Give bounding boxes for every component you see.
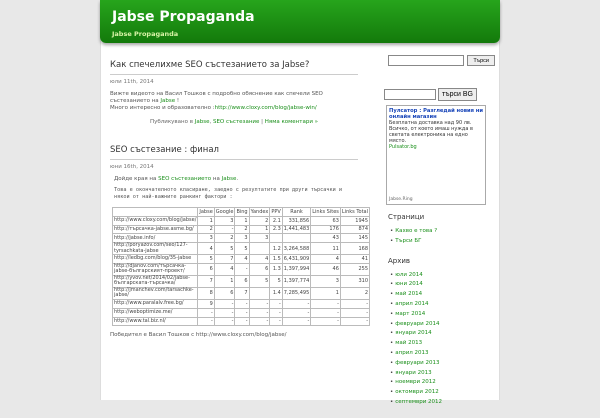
post-meta — [110, 119, 358, 125]
table-cell: 1 — [249, 225, 270, 234]
page-link-label: Кахво е това ? — [395, 228, 438, 234]
archive-link-label: юни 2014 — [395, 281, 423, 288]
table-row — [113, 263, 370, 275]
ad-box[interactable] — [386, 105, 486, 205]
site-url-cell: http://www.paralalv.free.bg/ — [113, 299, 198, 308]
page-link[interactable] — [390, 237, 495, 247]
bullet-icon: • — [390, 369, 394, 376]
table-header-cell — [113, 208, 198, 217]
table-cell: 5 — [214, 243, 235, 255]
table-cell: 310 — [340, 275, 369, 287]
table-cell: 1.5 — [270, 255, 282, 264]
post-body — [110, 91, 358, 112]
archive-link[interactable] — [390, 378, 495, 388]
bullet-icon: • — [390, 300, 394, 307]
ad-text: Безплатна доставка над 90 лв. Всичко, от което имаш нужда в светата електроника на едно място. — [389, 120, 473, 144]
table-header-cell: Bing — [236, 208, 248, 215]
table-cell: 5 — [198, 255, 214, 264]
post-line: Това е окончателното класиране, заедно с резултатите при други търсачки и — [114, 187, 342, 193]
search-bg-input[interactable] — [384, 89, 436, 100]
table-cell: - — [282, 317, 310, 326]
table-cell: 3 — [249, 234, 270, 243]
post — [110, 60, 358, 125]
search-input[interactable] — [388, 55, 464, 66]
table-cell: 145 — [340, 234, 369, 243]
category-link[interactable]: SEO състезание — [212, 119, 260, 125]
search-bg-button[interactable]: търси BG — [438, 88, 477, 101]
table-cell: 2 — [249, 216, 270, 225]
bullet-icon: • — [390, 228, 394, 234]
table-row — [113, 216, 370, 225]
table-cell: - — [214, 317, 235, 326]
bullet-icon: • — [390, 379, 394, 386]
archive-link-label: януари 2014 — [395, 330, 432, 337]
table-cell: 7 — [198, 275, 214, 287]
table-row — [113, 317, 370, 326]
post-line: някои от най-важните ранкинг фактори : — [114, 194, 233, 200]
table-row — [113, 308, 370, 317]
table-row — [113, 225, 370, 234]
table-cell: - — [311, 317, 341, 326]
table-cell: 2 — [340, 287, 369, 299]
post-line — [110, 98, 358, 105]
archive-link[interactable] — [390, 271, 495, 281]
post-text: ! — [175, 98, 180, 104]
archive-link[interactable] — [390, 310, 495, 320]
bullet-icon: • — [390, 330, 394, 337]
table-cell: 6 — [214, 287, 235, 299]
archive-link-label: април 2013 — [395, 349, 429, 356]
archive-link[interactable] — [390, 290, 495, 300]
archive-link-label: ноември 2012 — [395, 379, 436, 386]
table-cell: 11 — [311, 243, 341, 255]
bullet-icon: • — [390, 320, 394, 327]
table-cell: 1,441,483 — [283, 226, 310, 233]
site-url-cell: http://yvov.net/2014/02/jabse-българската-търсачка/ — [113, 275, 198, 287]
post-line — [110, 105, 358, 112]
archive-link-label: май 2013 — [395, 340, 423, 347]
table-cell: 2 — [235, 225, 249, 234]
table-cell: 4 — [249, 255, 270, 264]
post-line: Вижте видеото на Васил Тошков с подробно обяснение как спечели SEO — [110, 91, 323, 97]
table-cell: 1,397,774 — [282, 275, 310, 287]
site-url-cell: http://www.tal.biz.nl/ — [113, 317, 198, 326]
table-cell: - — [198, 317, 214, 326]
table-cell: 9 — [198, 299, 214, 308]
ranking-table — [112, 207, 370, 326]
archive-link[interactable] — [390, 329, 495, 339]
archive-link[interactable] — [390, 349, 495, 359]
table-header-cell: Links Sites — [312, 208, 339, 215]
table-cell: 5 — [270, 275, 282, 287]
table-cell: 1.4 — [270, 287, 282, 299]
ad-title[interactable]: Пулсатор : Разгледай новия ни онлайн магазин — [389, 108, 483, 120]
table-cell: - — [249, 317, 270, 326]
table-header-cell: Yandex — [250, 208, 269, 215]
table-cell: 41 — [340, 255, 369, 264]
page-link[interactable] — [390, 227, 495, 237]
table-header-cell: Jabse — [199, 208, 213, 215]
archive-link-label: февруари 2014 — [395, 320, 440, 327]
table-cell: 874 — [340, 225, 369, 234]
table-header-cell: PPV — [271, 208, 281, 215]
table-cell — [282, 234, 310, 243]
table-cell: - — [340, 299, 369, 308]
table-cell: 168 — [340, 243, 369, 255]
post — [110, 145, 369, 339]
site-url-cell: http://djanov.com/търсачка-jabse-българският-проект/ — [113, 263, 198, 275]
archive-link[interactable] — [390, 320, 495, 330]
table-cell: 2.3 — [270, 225, 282, 234]
table-cell: 6 — [198, 263, 214, 275]
meta-separator: , — [209, 119, 213, 125]
search-form — [388, 55, 495, 66]
table-cell: 5 — [249, 275, 270, 287]
table-cell: 3 — [235, 234, 249, 243]
archive-link-label: април 2014 — [395, 300, 429, 307]
archive-link-label: май 2014 — [395, 291, 423, 298]
table-cell: 255 — [340, 263, 369, 275]
table-cell: - — [282, 299, 310, 308]
table-header-cell: Links Total — [341, 208, 369, 215]
bullet-icon: • — [390, 340, 394, 347]
divider — [110, 159, 358, 160]
table-cell: - — [235, 317, 249, 326]
archive-link[interactable] — [390, 280, 495, 290]
table-cell: - — [214, 225, 235, 234]
sidebar — [380, 55, 495, 418]
table-cell: 63 — [311, 216, 341, 225]
post-text: . — [236, 176, 239, 182]
table-cell: 4 — [214, 263, 235, 275]
table-row — [113, 243, 370, 255]
table-cell: - — [235, 299, 249, 308]
table-cell: 1 — [311, 287, 341, 299]
pages-list — [390, 227, 495, 247]
table-row — [113, 287, 370, 299]
table-cell: 3 — [311, 275, 341, 287]
table-cell: 331,856 — [282, 216, 310, 225]
jabse-link[interactable]: Jabse — [221, 176, 237, 182]
table-cell: 7 — [214, 255, 235, 264]
table-header-cell: Rank — [282, 208, 310, 217]
site-description: Jabse Propaganda — [112, 30, 179, 38]
table-cell: 1.2 — [270, 243, 282, 255]
table-cell — [249, 287, 270, 299]
pages-title: Страници — [388, 213, 425, 221]
category-link[interactable]: Jabse — [194, 119, 210, 125]
table-cell: 1945 — [340, 216, 369, 225]
table-cell: - — [214, 308, 235, 317]
site-url-cell: http://poryazov.com/seo/127-tyrsachkata-jabse — [113, 243, 198, 255]
search-bg-form — [384, 88, 495, 101]
table-cell: 7 — [235, 287, 249, 299]
archive-link-label: септември 2012 — [395, 398, 443, 405]
table-cell: 1 — [235, 216, 249, 225]
bullet-icon: • — [390, 389, 394, 396]
post-text: Много интересно и образователно : — [110, 105, 215, 111]
table-cell: - — [311, 308, 341, 317]
table-cell: - — [270, 299, 282, 308]
site-url-cell: http://www.cloxy.com/blog/jabse/ — [113, 216, 198, 225]
page-link-label: Търси БГ — [395, 237, 422, 244]
search-button[interactable]: Търси — [467, 55, 495, 66]
archive-link-label: януари 2013 — [395, 369, 432, 376]
archive-link-label: февруари 2013 — [395, 359, 440, 366]
table-cell: - — [311, 299, 341, 308]
table-header-row — [113, 208, 370, 217]
post-footer: Победител е Васил Тошков с http://www.cloxy.com/blog/jabse/ — [110, 332, 287, 339]
archive-link-label: октомври 2012 — [395, 389, 439, 396]
table-cell: 8 — [198, 287, 214, 299]
bullet-icon: • — [390, 310, 394, 317]
table-cell: 3 — [198, 234, 214, 243]
table-cell: 1.3 — [270, 263, 282, 275]
table-cell: 6,431,909 — [283, 256, 310, 263]
archive-link-label: март 2014 — [395, 310, 426, 317]
table-cell: 1 — [214, 275, 235, 287]
site-url-cell: http://jmanchev.com/tarsachke-jabse/ — [113, 287, 198, 299]
table-cell: - — [282, 308, 310, 317]
site-url-cell: http://търсачка-jabse.asme.bg/ — [113, 225, 198, 234]
ad-footer[interactable]: Jabse.Ring — [389, 197, 413, 202]
post-title[interactable]: Как спечелихме SEO състезанието за Jabse? — [110, 60, 310, 70]
table-cell: - — [198, 308, 214, 317]
table-cell: - — [249, 299, 270, 308]
post-text: състезанието на — [110, 98, 161, 104]
archive-link-label: юли 2014 — [395, 271, 423, 278]
post-line — [110, 176, 358, 183]
table-cell: 6 — [235, 275, 249, 287]
table-cell: 4 — [235, 255, 249, 264]
divider — [110, 74, 358, 75]
ad-link[interactable]: Pulsator.bg — [389, 144, 417, 150]
archive-link[interactable] — [390, 388, 495, 398]
table-cell: - — [214, 299, 235, 308]
table-cell: 6 — [249, 263, 270, 275]
bullet-icon: • — [390, 359, 394, 366]
post-title[interactable]: SEO състезание : финал — [110, 145, 219, 155]
archive-link[interactable] — [390, 359, 495, 369]
table-cell: 3,264,588 — [282, 243, 310, 255]
table-header-cell: Google — [215, 208, 234, 215]
post-date: юни 16th, 2014 — [110, 164, 154, 170]
bullet-icon: • — [390, 271, 394, 278]
table-cell: 4 — [311, 255, 341, 264]
meta-prefix: Публикувано в — [149, 119, 195, 125]
main-content — [110, 48, 369, 347]
meta-separator: | — [259, 119, 265, 125]
table-cell: - — [235, 308, 249, 317]
table-cell: - — [235, 263, 249, 275]
site-title[interactable]: Jabse Propaganda — [112, 9, 255, 25]
table-cell: 43 — [311, 234, 341, 243]
bullet-icon: • — [390, 281, 394, 288]
jabse-link[interactable]: Jabse — [160, 98, 176, 104]
table-cell: 7,285,495 — [282, 287, 310, 299]
table-cell: - — [270, 308, 282, 317]
archive-link[interactable] — [390, 398, 495, 408]
bullet-icon: • — [390, 237, 394, 244]
post-body — [110, 176, 358, 201]
table-cell: - — [249, 308, 270, 317]
table-body — [113, 216, 370, 326]
table-cell: - — [340, 317, 369, 326]
archive-link[interactable] — [390, 369, 495, 379]
table-cell: 3 — [214, 216, 235, 225]
table-cell: 4 — [198, 243, 214, 255]
table-cell: 176 — [311, 225, 341, 234]
bullet-icon: • — [390, 291, 394, 298]
bullet-icon: • — [390, 349, 394, 356]
table-cell: - — [340, 308, 369, 317]
comments-link[interactable]: Няма коментари » — [264, 119, 319, 125]
bullet-icon: • — [390, 398, 394, 405]
table-cell: 5 — [235, 243, 249, 255]
table-row — [113, 299, 370, 308]
cloxy-link[interactable]: http://www.cloxy.com/blog/jabse-win/ — [214, 105, 317, 111]
table-row — [113, 275, 370, 287]
site-header — [100, 0, 500, 43]
table-cell: 1,397,994 — [282, 263, 310, 275]
post-text: Дойде края на — [114, 176, 159, 182]
archive-list — [390, 271, 495, 408]
table-cell — [270, 234, 282, 243]
table-cell: 2.1 — [270, 216, 282, 225]
seo-contest-link[interactable]: SEO състезанието — [158, 176, 212, 182]
site-url-cell: http://jabse.info/ — [113, 234, 198, 243]
site-url-cell: http://weboptimize.me/ — [113, 308, 198, 317]
table-cell: 1 — [198, 216, 214, 225]
table-cell: 46 — [311, 263, 341, 275]
archive-title: Архив — [388, 256, 411, 265]
table-cell: - — [270, 317, 282, 326]
post-date: юли 11th, 2014 — [110, 79, 154, 85]
post-text: на — [211, 176, 222, 182]
archive-link[interactable] — [390, 300, 495, 310]
site-url-cell: http://ledbg.com/blog/35-jabse — [113, 255, 198, 264]
archive-link[interactable] — [390, 339, 495, 349]
table-cell: 2 — [198, 225, 214, 234]
table-cell — [249, 243, 270, 255]
table-cell: 2 — [214, 234, 235, 243]
